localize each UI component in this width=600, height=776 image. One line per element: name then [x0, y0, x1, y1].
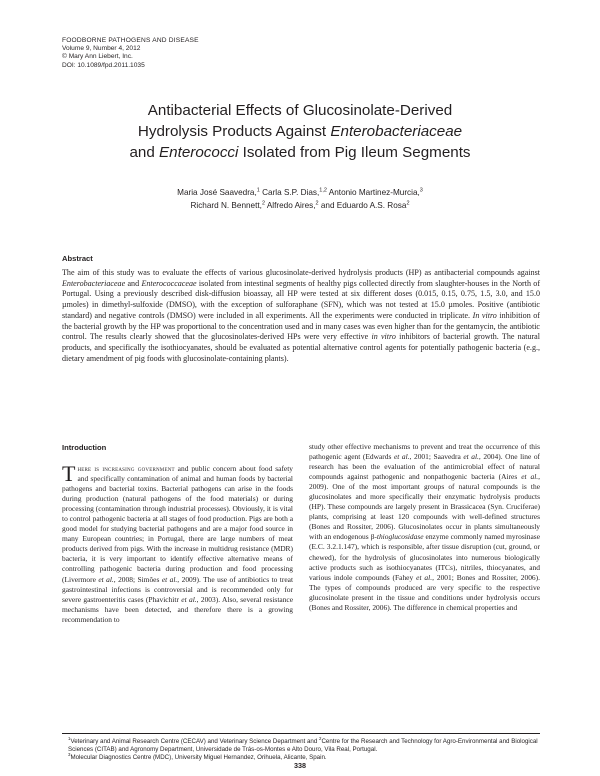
- abstract-text: and: [125, 278, 142, 288]
- affiliation-marker: 1: [256, 187, 260, 194]
- journal-name: FOODBORNE PATHOGENS AND DISEASE: [62, 37, 199, 44]
- body-text: , 2003). Also, several resistance mechanisms have been detected, and therefore there is a growing recommendation to: [62, 594, 294, 624]
- body-text: study other effective mechanisms to prevent and treat the occurrence of this pathogenic agent (Edwards: [309, 442, 540, 462]
- body-text: enzyme commonly named myrosinase (E.C. 3.2.1.147), which is responsible, after tissue disruption (cut, ground, or chewed), for the hydrolysis of glucosinolates into numerous biologically active products such as isothiocyanates (ITCs), nitriles, thiocyanates, and various indole compounds (Fahey: [309, 532, 541, 582]
- body-text: , 2008; Simões: [113, 574, 162, 584]
- affiliation-marker: 1: [68, 735, 71, 741]
- abstract-text: isolated from intestinal segments of healthy pigs collected directly from slaughter-houses in the North of Portugal. Using a previously described disk-diffusion bioassay, all HP were tested at six different doses (0.015, 0.15, 0.75, 1.5, 3.0, and 15.0 µmoles) in dimethyl-sulfoxide (DMSO), with the exception of sulforaphane (SFN), which was not tested at 15.0 µmoles. Positive (antibiotic standard) and negative controls (DMSO) were included in all experiments. All the experiments were conducted in triplicate.: [62, 278, 540, 320]
- journal-doi: DOI: 10.1089/fpd.2011.1035: [62, 61, 145, 69]
- affiliation-marker: 2: [406, 200, 410, 207]
- body-italic: et al.: [181, 594, 197, 604]
- title-line-2: [60, 121, 540, 142]
- author-list: [60, 186, 540, 212]
- page-number: 338: [294, 761, 306, 770]
- title-line-3: [60, 142, 540, 163]
- introduction-heading: Introduction: [62, 443, 107, 452]
- affiliation-text: Molecular Diagnostics Centre (MDC), University Miguel Hernandez, Orihuela, Alicante, Spain.: [70, 754, 327, 762]
- affiliation-marker: 3: [419, 187, 423, 194]
- affiliation-text: Veterinary and Animal Research Centre (CECAV) and Veterinary Science Department and: [70, 738, 319, 745]
- title-text: Isolated from Pig Ileum Segments: [238, 144, 471, 161]
- body-text: , 2001; Bones and Rossiter, 2006). The types of compounds produced are very specific to the respective glucosinolate present in the tissue and conditions under hydrolysis occurs (Bones and Rossiter, 2006). The difference in chemical properties and: [309, 572, 540, 612]
- author-name: and Eduardo A.S. Rosa: [318, 201, 407, 210]
- body-italic: et al.: [521, 472, 539, 482]
- body-italic: et al.: [463, 452, 479, 462]
- affiliation-marker: 1,2: [319, 187, 327, 194]
- body-text: and public concern about food safety and specifically contamination of animal and human foods by bacterial pathogens and bacterial toxins. Bacterial pathogens can arise in the foods during production (natural pathogens of the food materials) or during processing (contamination through industrial processes). Obviously, it is vital to control pathogenic bacteria at all stages of food production. Pigs are both a good model for studying bacterial pathogens and are a major food source in many European countries; in Portugal, there are large numbers of meat products derived from pigs. With the increase in multidrug resistance (MDR) bacteria, it is very important to identify effective alternative means of controlling pathogenic bacteria during production and food processing (Livermore: [62, 464, 294, 584]
- author-name: Alfredo Aires,: [265, 201, 316, 210]
- author-name: Richard N. Bennett,: [190, 201, 262, 210]
- intro-column-left: [62, 461, 294, 625]
- drop-cap: T: [62, 461, 76, 486]
- title-italic-term: Enterococci: [159, 144, 239, 161]
- intro-column-right: [309, 442, 540, 613]
- journal-header: [62, 37, 199, 70]
- body-italic: thioglucosidase: [376, 532, 424, 542]
- author-name: Carla S.P. Dias,: [259, 188, 320, 197]
- affiliation-line: [62, 735, 540, 754]
- body-text: , 2009). The use of antibiotics to treat gastrointestinal infections is controversial and is recommended only for severe gastroenteritis cases (Phavichitr: [62, 574, 294, 604]
- body-text: , 2004). One line of research has been the evaluation of the antimicrobial effect of natural compounds against pathogenic and nonpathogenic bacteria (Aires: [309, 452, 541, 482]
- body-italic: et al.: [393, 452, 410, 462]
- author-line-1: [60, 186, 540, 199]
- affiliation-marker: 3: [68, 752, 71, 758]
- abstract-italic: Enterococcaceae: [141, 278, 197, 288]
- abstract-heading: Abstract: [62, 254, 93, 263]
- body-text: , 2009). One of the most important groups of natural compounds is the glucosinolates and more specifically their enzymatic hydrolysis products (HP). These compounds are largely present in Brassicacea (Syn. Cruciferae) plants, comprising at least 120 compounds with well-defined structures (Bones and Rossiter, 2006). Glucosinolates occur in plants simultaneously with an endogenous β-: [309, 472, 540, 542]
- journal-copyright: © Mary Ann Liebert, Inc.: [62, 53, 133, 61]
- abstract-italic: Enterobacteriaceae: [62, 278, 126, 288]
- affiliations-footnote: [62, 735, 540, 762]
- abstract-body: [62, 268, 540, 364]
- abstract-italic: in vitro: [371, 332, 396, 342]
- body-italic: et al.: [161, 574, 178, 584]
- abstract-text: inhibition of the bacterial growth by the HP was proportional to the concentration used and in many cases was even higher than for the gentamycin, the antibiotic control. The results clearly showed that the glucosinolates-derived HPs were very effective: [62, 310, 540, 342]
- author-line-2: [60, 199, 540, 212]
- author-name: Antonio Martinez-Murcia,: [326, 188, 420, 197]
- paper-title: [60, 100, 540, 163]
- affiliation-text: Centre for the Research and Technology for Agro-Environmental and Biological Sciences (CITAB) and Agronomy Department, Universidade de Trás-os-Montes e Alto Douro, Vila Real, Portugal.: [68, 738, 538, 754]
- title-italic-term: Enterobacteriaceae: [330, 123, 463, 140]
- affiliation-marker: 2: [315, 200, 319, 207]
- abstract-italic: In vitro: [472, 310, 497, 320]
- body-text: , 2001; Saavedra: [409, 452, 464, 462]
- author-name: Maria José Saavedra,: [177, 188, 257, 197]
- body-italic: et al.: [416, 572, 433, 582]
- abstract-text: inhibitors of bacterial growth. The natural products, and specifically the isothiocyanates, should be evaluated as potential alternative control agents for potentially pathogenic bacteria (e.g., dietary amendment of pig foods with glucosinolate-containing plants).: [62, 332, 540, 363]
- body-italic: et al.: [98, 574, 114, 584]
- affiliation-marker: 2: [261, 200, 265, 207]
- abstract-text: The aim of this study was to evaluate the effects of various glucosinolate-derived hydrolysis products (HP) as antibacterial compounds against: [62, 268, 540, 277]
- title-text: and: [129, 144, 160, 161]
- footnote-divider: [62, 733, 540, 734]
- title-line-1: Antibacterial Effects of Glucosinolate-Derived: [147, 102, 453, 119]
- intro-lead-smallcaps: here is increasing government: [77, 464, 175, 473]
- title-text: Hydrolysis Products Against: [137, 123, 331, 140]
- affiliation-marker: 2: [319, 735, 322, 741]
- journal-volume: Volume 9, Number 4, 2012: [62, 45, 141, 53]
